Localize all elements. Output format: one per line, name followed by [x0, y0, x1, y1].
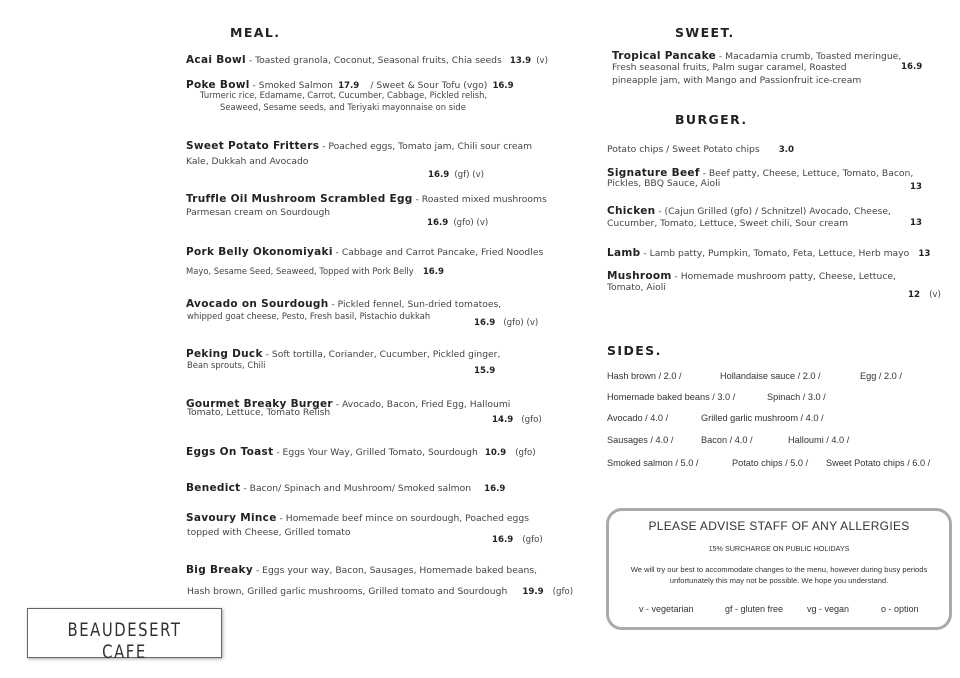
sweet-potato-fritters-price: 16.9 (gf) (v) [428, 170, 485, 180]
menu-item-signature-beef: Signature Beef - Beef patty, Cheese, Lettuce, Tomato, Bacon, [607, 167, 914, 179]
avocado-on-sourdough-price: 16.9 (gfo) (v) [474, 318, 539, 328]
side-item: Egg / 2.0 / [860, 371, 902, 381]
side-item: Smoked salmon / 5.0 / [607, 458, 699, 468]
notice-text-line: unfortunately this may not be possible. We hope you understand. [669, 576, 889, 585]
side-item: Grilled garlic mushroom / 4.0 / [701, 413, 824, 423]
legend-vegetarian: v - vegetarian [639, 604, 694, 614]
cafe-logo [27, 608, 222, 663]
poke-bowl-description-line: Turmeric rice, Edamame, Carrot, Cucumber, Cabbage, Pickled relish, [200, 90, 488, 100]
side-item: Homemade baked beans / 3.0 / [607, 392, 736, 402]
menu-item-sweet-potato-fritters: Sweet Potato Fritters - Poached eggs, Tomato jam, Chili sour cream [186, 140, 533, 152]
side-item: Spinach / 3.0 / [767, 392, 826, 402]
savoury-mince-description: topped with Cheese, Grilled tomato [187, 527, 351, 538]
cafe-logo-text: BEAUDESERT CAFE [67, 619, 182, 663]
poke-bowl-description-line: Seaweed, Sesame seeds, and Teriyaki mayonnaise on side [220, 102, 466, 112]
sweet-heading: SWEET. [675, 25, 735, 40]
side-item: Hash brown / 2.0 / [607, 371, 682, 381]
side-item: Halloumi / 4.0 / [788, 435, 850, 445]
sweet-potato-fritters-description: Kale, Dukkah and Avocado [186, 156, 309, 167]
tropical-pancake-price: 16.9 [901, 62, 923, 72]
chicken-price: 13 [910, 218, 922, 228]
menu-item-acai-bowl: Acai Bowl - Toasted granola, Coconut, Seasonal fruits, Chia seeds 13.9 (v) [186, 54, 548, 66]
avocado-on-sourdough-description: whipped goat cheese, Pesto, Fresh basil, Pistachio dukkah [187, 311, 431, 321]
burger-heading: BURGER. [675, 112, 748, 127]
menu-item-eggs-on-toast: Eggs On Toast - Eggs Your Way, Grilled Tomato, Sourdough 10.9 (gfo) [186, 446, 536, 458]
menu-item-mushroom: Mushroom - Homemade mushroom patty, Cheese, Lettuce, [607, 270, 896, 282]
side-item: Sausages / 4.0 / [607, 435, 674, 445]
side-item: Bacon / 4.0 / [701, 435, 753, 445]
menu-item-pork-belly-okonomiyaki: Pork Belly Okonomiyaki - Cabbage and Carrot Pancake, Fried Noodles [186, 246, 544, 258]
meal-heading: MEAL. [230, 25, 281, 40]
notice-text-line: We will try our best to accommodate changes to the menu, however during busy periods [630, 565, 928, 574]
allergy-notice-title: PLEASE ADVISE STAFF OF ANY ALLERGIES [648, 519, 910, 533]
truffle-oil-mushroom-price: 16.9 (gfo) (v) [427, 218, 489, 228]
mushroom-price: 12 (v) [908, 290, 941, 300]
gourmet-breaky-burger-price: 14.9 (gfo) [492, 415, 542, 425]
menu-item-big-breaky: Big Breaky - Eggs your way, Bacon, Sausages, Homemade baked beans, [186, 564, 538, 576]
signature-beef-price: 13 [910, 182, 922, 192]
savoury-mince-price: 16.9 (gfo) [492, 535, 543, 545]
menu-item-lamb: Lamb - Lamb patty, Pumpkin, Tomato, Feta, Lettuce, Herb mayo 13 [607, 247, 931, 259]
signature-beef-description: Pickles, BBQ Sauce, Aioli [607, 178, 721, 189]
legend-vegan: vg - vegan [807, 604, 850, 614]
menu-item-gourmet-breaky-burger: Gourmet Breaky Burger - Avocado, Bacon, Fried Egg, Halloumi [186, 398, 511, 410]
menu-item-chicken: Chicken - (Cajun Grilled (gfo) / Schnitzel) Avocado, Cheese, [607, 205, 891, 217]
peking-duck-description: Bean sprouts, Chili [187, 360, 266, 370]
side-item: Hollandaise sauce / 2.0 / [720, 371, 821, 381]
menu-item-savoury-mince: Savoury Mince - Homemade beef mince on sourdough, Poached eggs [186, 512, 529, 524]
mushroom-description: Tomato, Aioli [607, 282, 666, 293]
tropical-pancake-description: pineapple jam, with Mango and Passionfruit ice-cream [612, 75, 862, 86]
big-breaky-description: Hash brown, Grilled garlic mushrooms, Grilled tomato and Sourdough 19.9 (gfo) [187, 586, 574, 597]
menu-item-poke-bowl: Poke Bowl - Smoked Salmon 17.9 / Sweet & Sour Tofu (vgo) 16.9 [186, 79, 514, 91]
burger-chips-option: Potato chips / Sweet Potato chips 3.0 [607, 144, 794, 155]
menu-item-tropical-pancake: Tropical Pancake - Macadamia crumb, Toasted meringue, [612, 50, 902, 62]
chicken-description: Cucumber, Tomato, Lettuce, Sweet chili, Sour cream [607, 218, 849, 229]
holiday-surcharge-note: 15% SURCHARGE ON PUBLIC HOLIDAYS [708, 544, 850, 553]
side-item: Avocado / 4.0 / [607, 413, 669, 423]
allergy-notice-box [606, 508, 952, 630]
truffle-oil-mushroom-description: Parmesan cream on Sourdough [186, 207, 331, 218]
menu-item-truffle-oil-mushroom: Truffle Oil Mushroom Scrambled Egg - Roasted mixed mushrooms [186, 193, 547, 205]
menu-item-avocado-on-sourdough: Avocado on Sourdough - Pickled fennel, Sun-dried tomatoes, [186, 298, 502, 310]
pork-belly-description: Mayo, Sesame Seed, Seaweed, Topped with Pork Belly 16.9 [186, 266, 445, 277]
menu-item-benedict: Benedict - Bacon/ Spinach and Mushroom/ Smoked salmon 16.9 [186, 482, 506, 494]
side-item: Potato chips / 5.0 / [732, 458, 809, 468]
peking-duck-price: 15.9 [474, 366, 496, 376]
gourmet-breaky-burger-description: Tomato, Lettuce, Tomato Relish [187, 407, 331, 418]
sides-heading: SIDES. [607, 343, 662, 358]
legend-gluten-free: gf - gluten free [725, 604, 784, 614]
menu-item-peking-duck: Peking Duck - Soft tortilla, Coriander, Cucumber, Pickled ginger, [186, 348, 501, 360]
tropical-pancake-description: Fresh seasonal fruits, Palm sugar caramel, Roasted [612, 62, 847, 73]
legend-option: o - option [881, 604, 919, 614]
side-item: Sweet Potato chips / 6.0 / [826, 458, 931, 468]
